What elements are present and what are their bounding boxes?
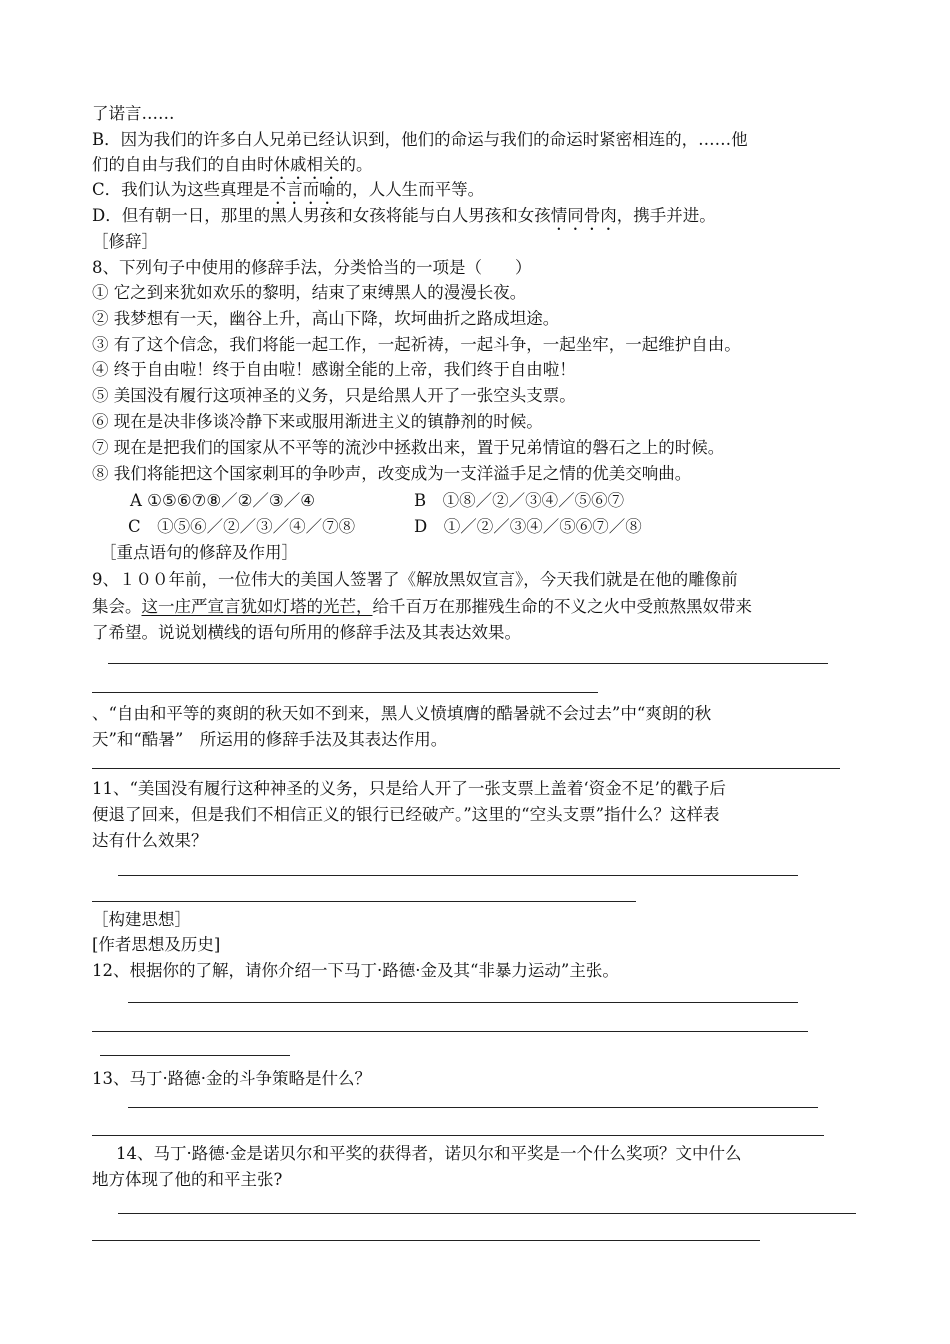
question-9-line1: 9、１００年前，一位伟大的美国人签署了《解放黑奴宣言》，今天我们就是在他的雕像前: [92, 570, 738, 589]
question-12: 12、根据你的了解，请你介绍一下马丁·路德·金及其“非暴力运动”主张。: [92, 961, 619, 980]
question-14-line1: 14、马丁·路德·金是诺贝尔和平奖的获得者，诺贝尔和平奖是一个什么奖项？文中什么: [116, 1144, 742, 1163]
question-11-line2: 便退了回来，但是我们不相信正义的银行已经破产。”这里的“空头支票”指什么？这样表: [92, 805, 720, 824]
option-d: D．但有朝一日，那里的黑人男孩和女孩将能与白人男孩和女孩情同骨肉，携手并进。: [92, 206, 716, 225]
section-build-ideas: ［构建思想］: [92, 910, 191, 929]
underlined-sentence: 这一庄严宣言犹如灯塔的光芒，: [141, 597, 373, 616]
emphasized-idiom: 情同骨肉: [550, 206, 617, 225]
answer-line[interactable]: [108, 663, 828, 664]
question-9-line3: 了希望。说说划横线的语句所用的修辞手法及其表达效果。: [92, 623, 521, 642]
answer-line[interactable]: [92, 1031, 808, 1032]
sentence-3: ③ 有了这个信念，我们将能一起工作，一起祈祷，一起斗争，一起坐牢，一起维护自由。: [92, 335, 741, 354]
option-b-line2: 们的自由与我们的自由时休戚相关的。: [92, 155, 373, 174]
question-14-line2: 地方体现了他的和平主张?: [92, 1170, 283, 1189]
section-author-history: [作者思想及历史]: [92, 935, 221, 954]
sentence-1: ① 它之到来犹如欢乐的黎明，结束了束缚黑人的漫漫长夜。: [92, 283, 527, 302]
option-b-line1: B．因为我们的许多白人兄弟已经认识到，他们的命运与我们的命运时紧密相连的，……他: [92, 130, 748, 149]
answer-line[interactable]: [128, 1107, 818, 1108]
sentence-6: ⑥ 现在是决非侈谈冷静下来或服用渐进主义的镇静剂的时候。: [92, 412, 543, 431]
answer-line[interactable]: [92, 692, 598, 693]
question-11-line3: 达有什么效果？: [92, 831, 208, 850]
choice-c: C ①⑤⑥／②／③／④／⑦⑧: [128, 517, 356, 536]
choice-a: A ①⑤⑥⑦⑧／②／③／④: [130, 491, 315, 510]
question-10-line1: 、“自由和平等的爽朗的秋天如不到来，黑人义愤填膺的酷暑就不会过去”中“爽朗的秋: [92, 704, 712, 723]
answer-line[interactable]: [92, 901, 636, 902]
emphasized-idiom: 不言而喻: [269, 180, 336, 199]
question-10-line2: 天”和“酷暑” 所运用的修辞手法及其表达作用。: [92, 730, 448, 749]
question-13: 13、马丁·路德·金的斗争策略是什么？: [92, 1069, 371, 1088]
section-key-sentences: ［重点语句的修辞及作用］: [100, 543, 298, 562]
question-8: 8、下列句子中使用的修辞手法，分类恰当的一项是（ ）: [92, 258, 532, 277]
answer-line[interactable]: [92, 1135, 824, 1136]
question-11-line1: 11、“美国没有履行这种神圣的义务，只是给人开了一张支票上盖着‘资金不足’的戳子后: [92, 779, 726, 798]
answer-line[interactable]: [92, 768, 840, 769]
sentence-4: ④ 终于自由啦！终于自由啦！感谢全能的上帝，我们终于自由啦！: [92, 360, 576, 379]
option-c: C．我们认为这些真理是不言而喻的，人人生而平等。: [92, 180, 485, 199]
line-continued: 了诺言……: [92, 104, 175, 123]
choice-b: B ①⑧／②／③④／⑤⑥⑦: [414, 491, 625, 510]
answer-line[interactable]: [118, 1213, 856, 1214]
sentence-5: ⑤ 美国没有履行这项神圣的义务，只是给黑人开了一张空头支票。: [92, 386, 576, 405]
answer-line[interactable]: [92, 1240, 760, 1241]
section-rhetoric: ［修辞］: [92, 232, 158, 251]
sentence-2: ② 我梦想有一天，幽谷上升，高山下降，坎坷曲折之路成坦途。: [92, 309, 560, 328]
sentence-8: ⑧ 我们将能把这个国家刺耳的争吵声，改变成为一支洋溢手足之情的优美交响曲。: [92, 464, 692, 483]
answer-line[interactable]: [128, 1002, 798, 1003]
answer-line[interactable]: [100, 1055, 290, 1056]
answer-line[interactable]: [118, 875, 798, 876]
emphasized-idiom: 休戚相关: [273, 155, 340, 174]
choice-d: D ①／②／③④／⑤⑥⑦／⑧: [414, 517, 642, 536]
sentence-7: ⑦ 现在是把我们的国家从不平等的流沙中拯救出来，置于兄弟情谊的磐石之上的时候。: [92, 438, 725, 457]
question-9-line2: 集会。这一庄严宣言犹如灯塔的光芒，给千百万在那摧残生命的不义之火中受煎熬黑奴带来: [92, 597, 752, 616]
